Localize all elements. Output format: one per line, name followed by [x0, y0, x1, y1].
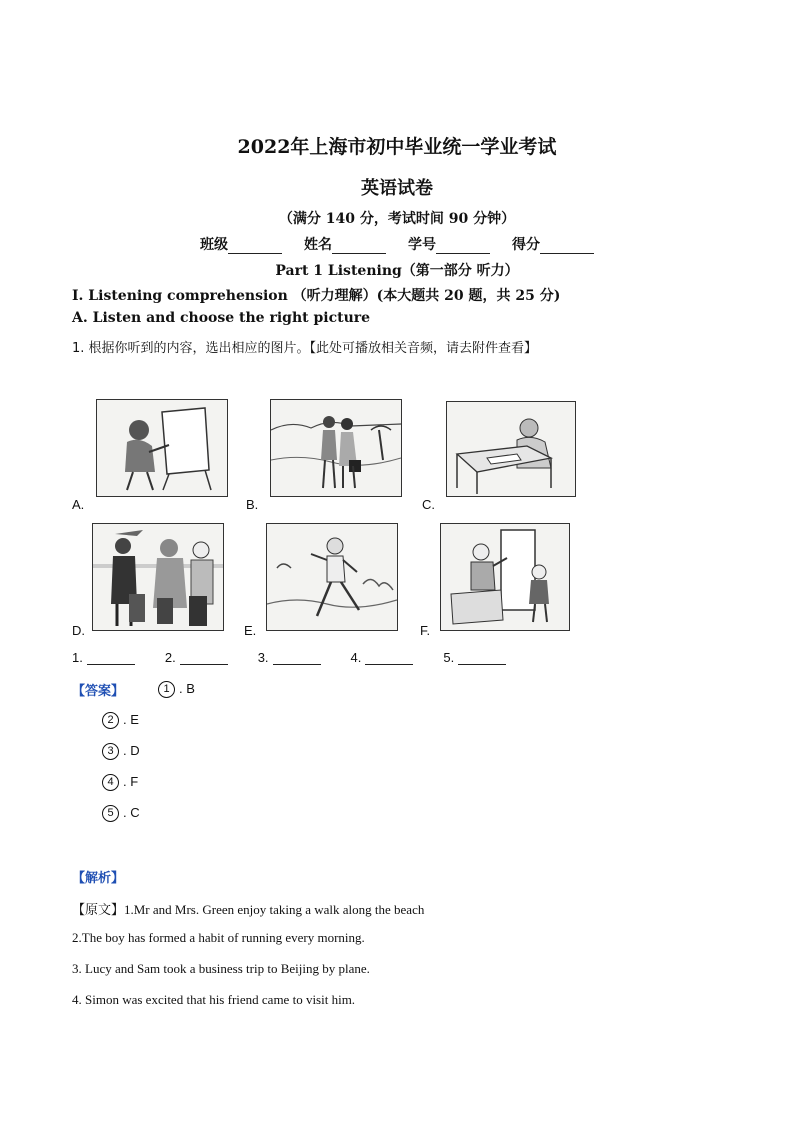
answer-blank-3[interactable]: 3.	[258, 650, 321, 665]
student-info-row	[200, 234, 594, 254]
exam-note: （满分 140 分，考试时间 90 分钟）	[278, 211, 516, 227]
man-reading-desk-picture	[446, 401, 576, 497]
class-field[interactable]	[200, 234, 282, 254]
student-id-label: 学号	[408, 237, 436, 253]
section-heading: I. Listening comprehension （听力理解）(本大题共 20 题，共 25 分)	[72, 288, 561, 304]
exam-title: 2022年上海市初中毕业统一学业考试	[237, 136, 557, 158]
part-heading: Part 1 Listening（第一部分 听力）	[275, 263, 519, 279]
picture-label-f: F.	[420, 623, 431, 638]
picture-label-d: D.	[72, 623, 85, 638]
answer-item: 1 . B	[158, 681, 195, 698]
score-field[interactable]	[512, 234, 594, 254]
name-label: 姓名	[304, 237, 332, 253]
answer-blank-1[interactable]: 1.	[72, 650, 135, 665]
analysis-tag: 【解析】	[72, 871, 125, 886]
answer-blanks-row	[72, 650, 506, 665]
boy-running-picture	[266, 523, 398, 631]
answer-blank-5[interactable]: 5.	[443, 650, 506, 665]
answer-blank-4[interactable]: 4.	[351, 650, 414, 665]
question-text: 1. 根据你听到的内容，选出相应的图片。【此处可播放相关音频，请去附件查看】	[72, 341, 538, 356]
transcript-line: 4. Simon was excited that his friend came to visit him.	[72, 992, 356, 1007]
answer-item: 3 . D	[102, 743, 140, 760]
friend-visiting-door-picture	[440, 523, 570, 631]
answer-tag: 【答案】	[72, 684, 125, 699]
class-label: 班级	[200, 237, 228, 253]
couple-walking-beach-picture	[270, 399, 402, 497]
travelers-with-luggage-picture	[92, 523, 224, 631]
picture-label-b: B.	[246, 497, 259, 512]
score-label: 得分	[512, 237, 540, 253]
student-id-field[interactable]	[408, 234, 490, 254]
picture-label-e: E.	[244, 623, 257, 638]
answer-item: 5 . C	[102, 805, 140, 822]
answer-blank-2[interactable]: 2.	[165, 650, 228, 665]
transcript-line: 【原文】1.Mr and Mrs. Green enjoy taking a walk along the beach	[72, 902, 425, 917]
subsection-heading: A. Listen and choose the right picture	[72, 310, 371, 326]
answer-item: 2 . E	[102, 712, 139, 729]
answer-item: 4 . F	[102, 774, 138, 791]
exam-subtitle: 英语试卷	[361, 178, 433, 199]
girl-painting-easel-picture	[96, 399, 228, 497]
picture-label-a: A.	[72, 497, 85, 512]
picture-label-c: C.	[422, 497, 435, 512]
transcript-line: 3. Lucy and Sam took a business trip to Beijing by plane.	[72, 961, 370, 976]
transcript-line: 2.The boy has formed a habit of running every morning.	[72, 930, 365, 945]
name-field[interactable]	[304, 234, 386, 254]
